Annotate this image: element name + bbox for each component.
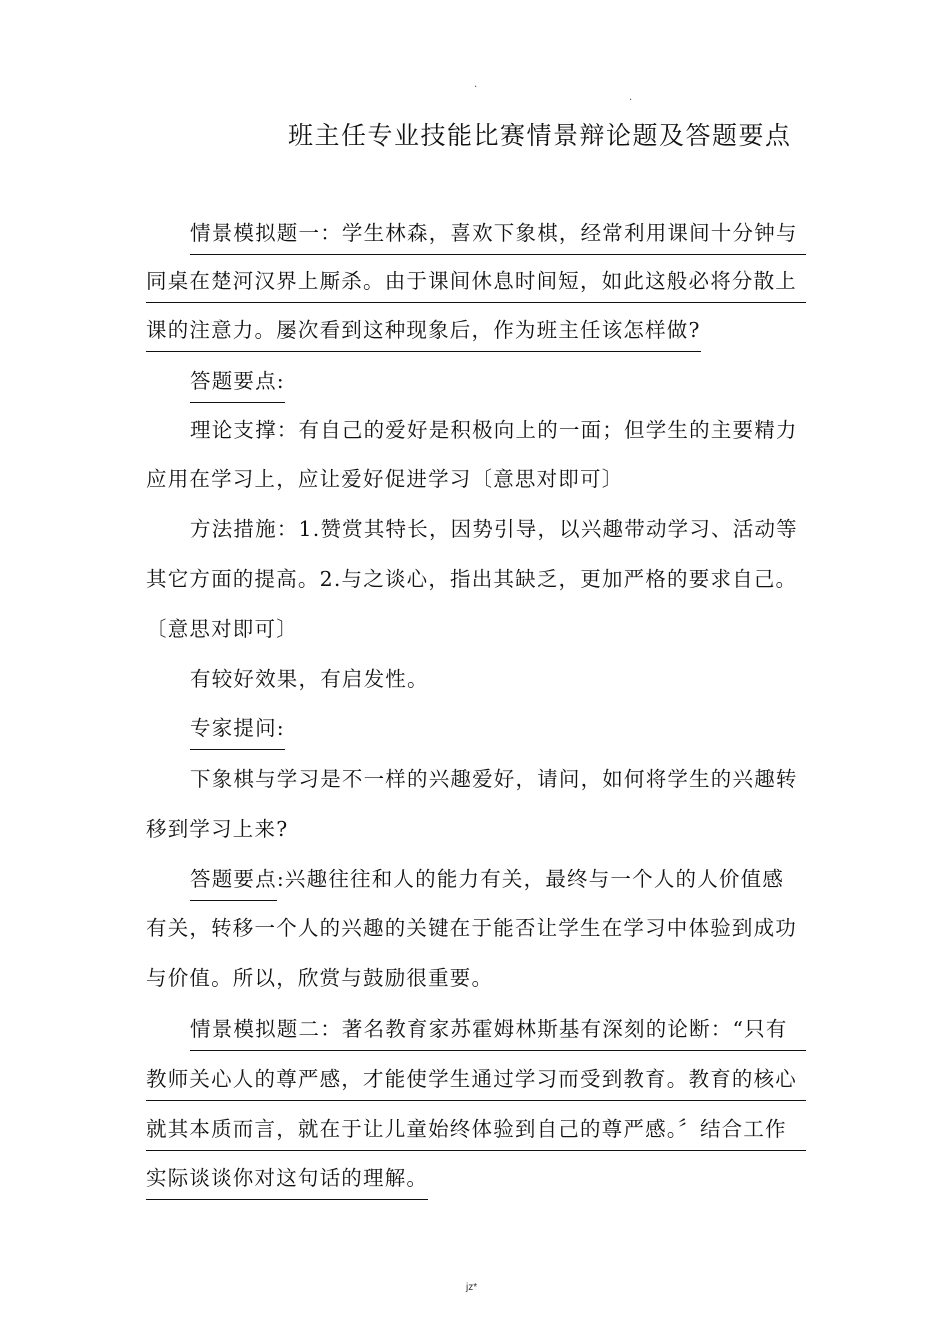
answer2-line-3: 与价值。所以，欣赏与鼓励很重要。 (146, 966, 494, 990)
expert-heading: 专家提问: (190, 713, 806, 750)
page-footer: jz* (466, 1282, 478, 1293)
answer2-line-2: 有关，转移一个人的兴趣的关键在于能否让学生在学习中体验到成功 (146, 916, 797, 940)
q2-line-3: 就其本质而言，就在于让儿童始终体验到自己的尊严感。〞结合工作 (146, 1114, 806, 1151)
answer1-method-3: 〔意思对即可〕 (146, 617, 298, 641)
answer1-heading: 答题要点: (190, 366, 806, 403)
header-mark-2: . (629, 92, 633, 103)
expert-question-1: 下象棋与学习是不一样的兴趣爱好，请问，如何将学生的兴趣转 (190, 767, 798, 791)
answer2-line-1: 答题要点:兴趣往往和人的能力有关，最终与一个人的人价值感 (190, 864, 806, 901)
q2-line-1: 情景模拟题二：著名教育家苏霍姆林斯基有深刻的论断：“只有 (190, 1014, 806, 1051)
answer1-theory-1: 理论支撑：有自己的爱好是积极向上的一面；但学生的主要精力 (190, 418, 798, 442)
answer1-method-2: 其它方面的提高。2.与之谈心，指出其缺乏，更加严格的要求自己。 (146, 567, 798, 591)
q2-line-2: 教师关心人的尊严感，才能使学生通过学习而受到教育。教育的核心 (146, 1064, 806, 1101)
q1-line-1: 情景模拟题一：学生林森，喜欢下象棋，经常利用课间十分钟与 (190, 218, 806, 255)
q1-line-3: 课的注意力。屡次看到这种现象后，作为班主任该怎样做? (146, 315, 806, 352)
answer1-effect: 有较好效果，有启发性。 (190, 667, 429, 691)
header-mark-1: . (474, 79, 478, 90)
document-title: 班主任专业技能比赛情景辩论题及答题要点 (288, 121, 792, 150)
q2-line-4: 实际谈谈你对这句话的理解。 (146, 1163, 806, 1200)
answer1-theory-2: 应用在学习上，应让爱好促进学习〔意思对即可〕 (146, 467, 624, 491)
expert-question-2: 移到学习上来? (146, 817, 289, 841)
q1-line-2: 同桌在楚河汉界上厮杀。由于课间休息时间短，如此这般必将分散上 (146, 266, 806, 303)
answer1-method-1: 方法措施：1.赞赏其特长，因势引导，以兴趣带动学习、活动等 (190, 517, 798, 541)
answer2-label: 答题要点 (190, 864, 277, 901)
